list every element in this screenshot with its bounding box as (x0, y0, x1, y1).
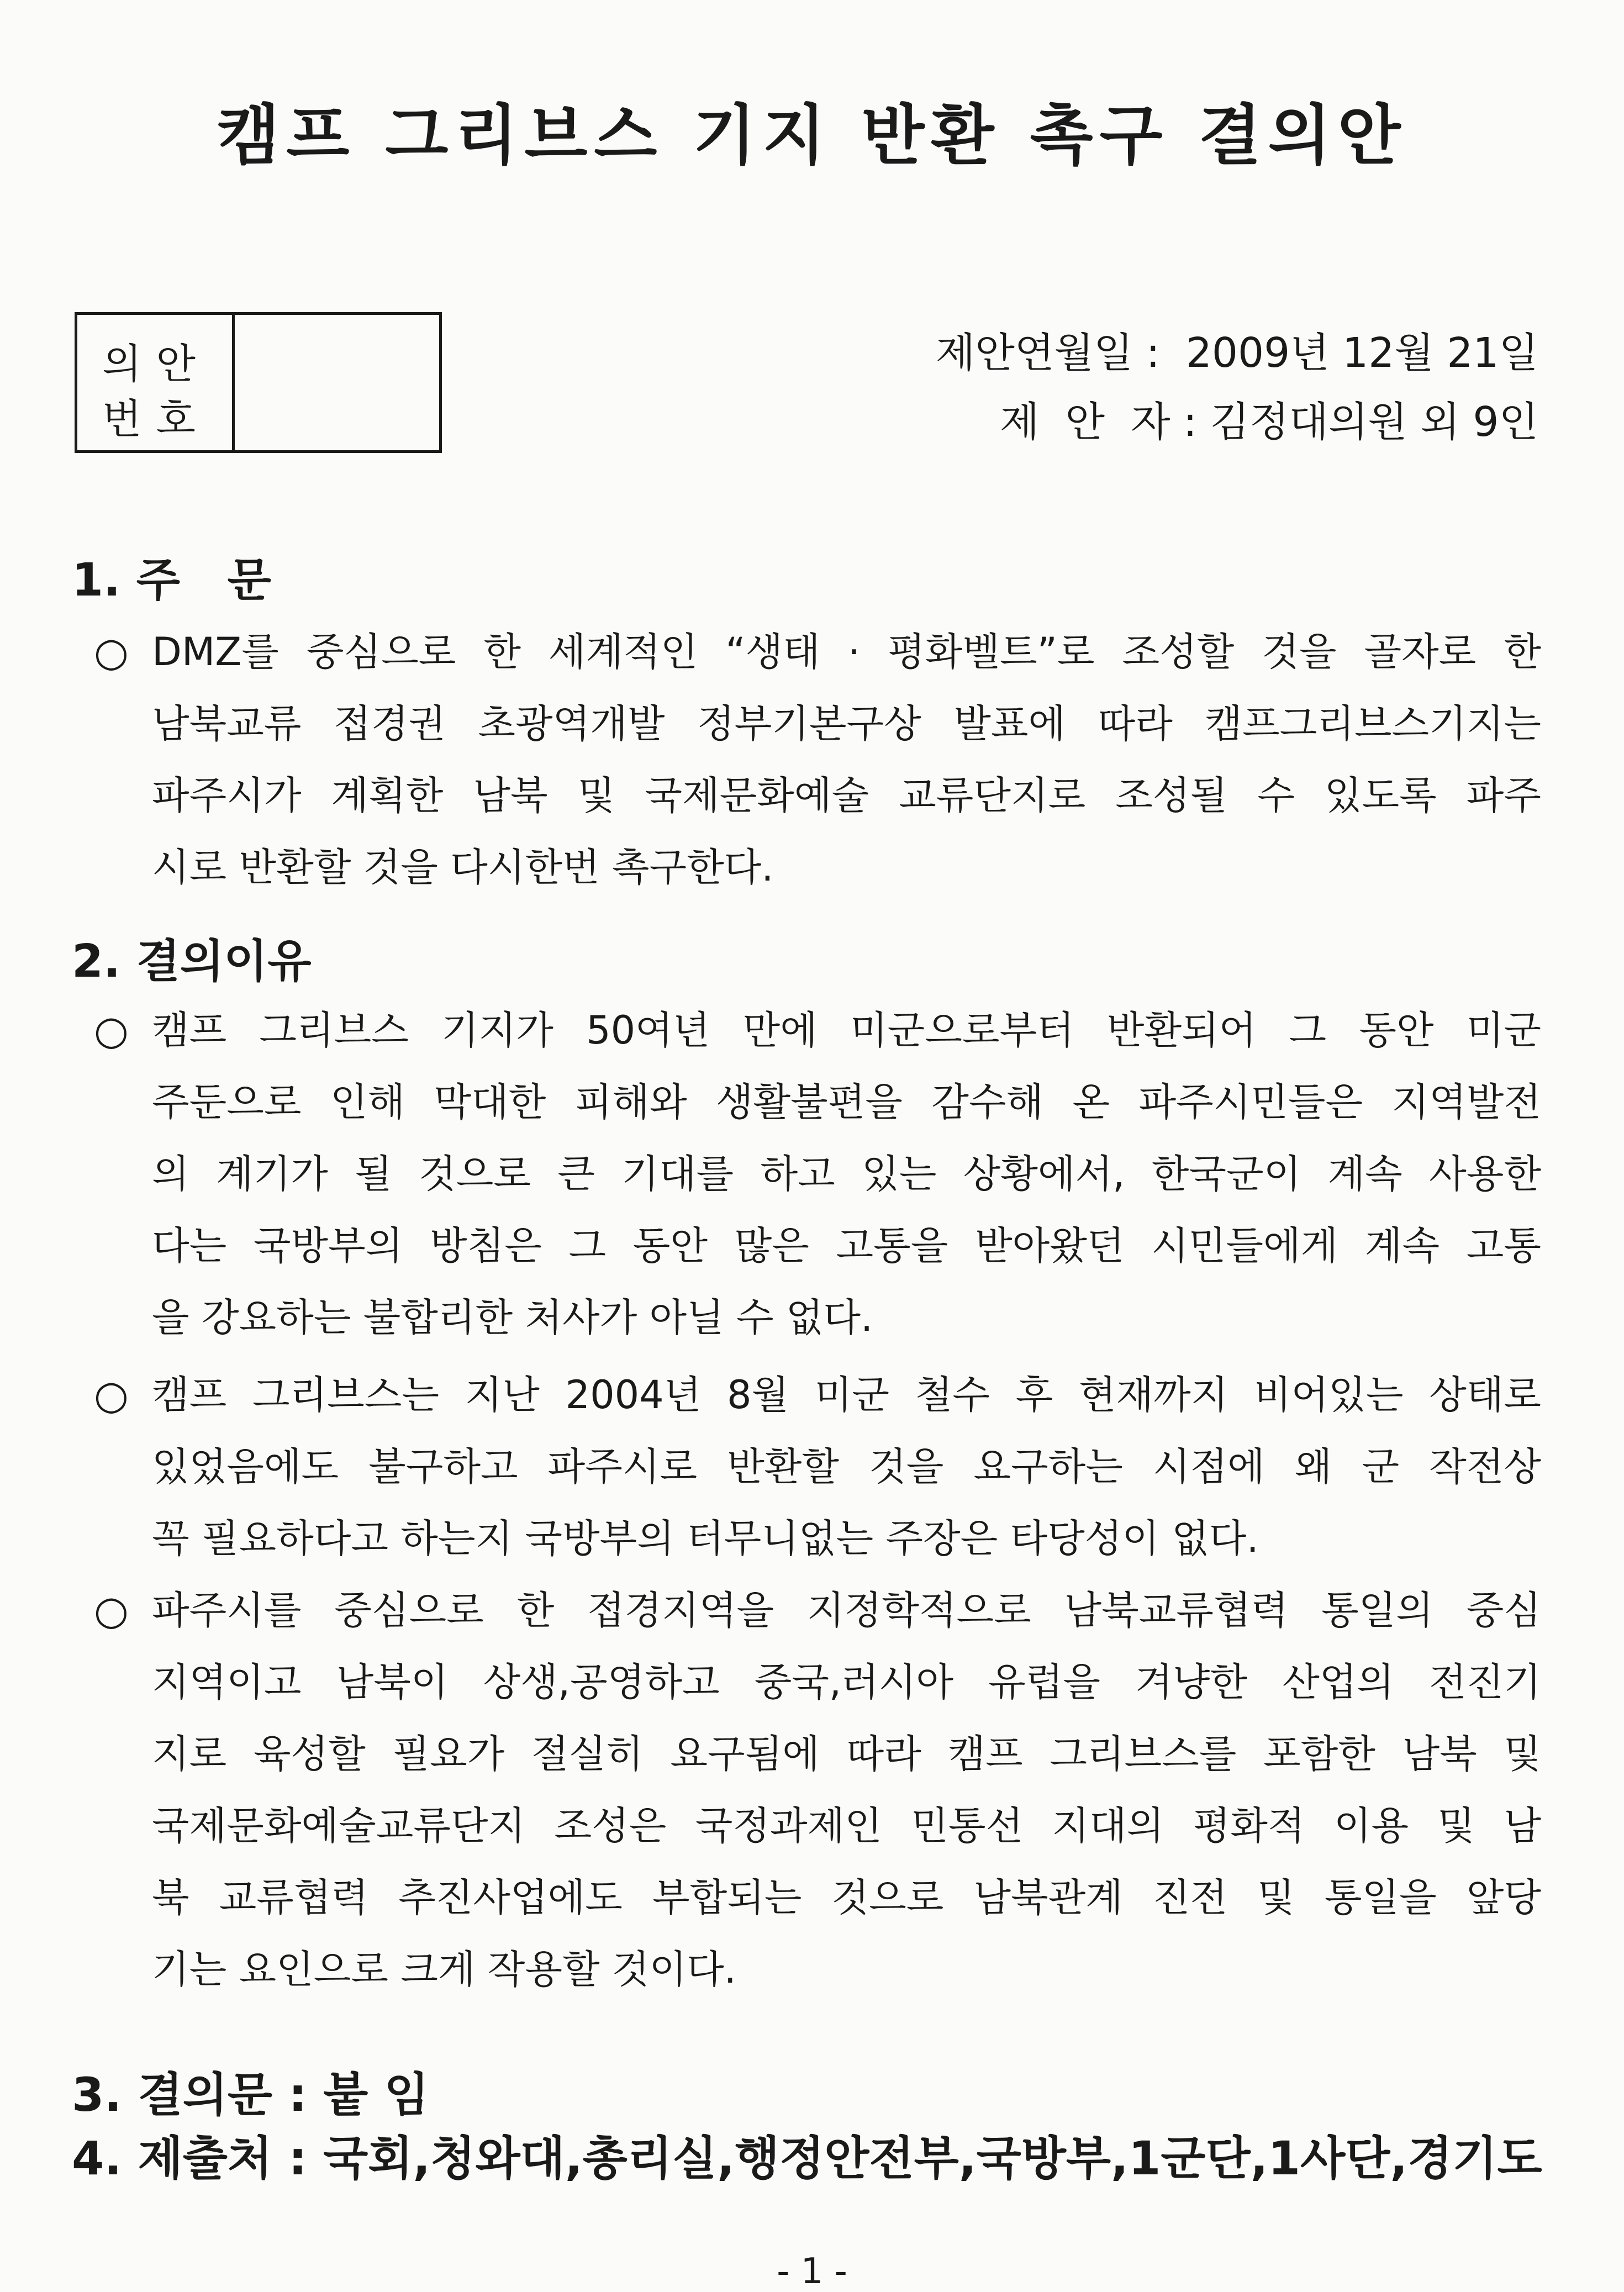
section3-resolution-text: 3. 결의문 : 붙 임 (72, 2068, 429, 2122)
paragraph-line: 시로 반환할 것을 다시한번 촉구한다. (152, 845, 774, 890)
bill-number-label-cell (77, 315, 235, 450)
paragraph-line: 꼭 필요하다고 하는지 국방부의 터무니없는 주장은 타당성이 없다. (152, 1516, 1259, 1561)
paragraph-line: 남북교류 접경권 초광역개발 정부기본구상 발표에 따라 캠프그리브스기지는 (152, 701, 1541, 746)
paragraph-line: 국제문화예술교류단지 조성은 국정과제인 민통선 지대의 평화적 이용 및 남 (152, 1803, 1541, 1848)
bill-number-label-line1: 의안 (102, 340, 210, 388)
page-number: - 1 - (777, 2251, 847, 2292)
paragraph-line: 있었음에도 불구하고 파주시로 반환할 것을 요구하는 시점에 왜 군 작전상 (152, 1444, 1541, 1489)
paragraph-line: 캠프 그리브스 기지가 50여년 만에 미군으로부터 반환되어 그 동안 미군 (152, 1008, 1541, 1053)
section1-paragraph (94, 616, 1541, 903)
section2-heading: 2. 결의이유 (72, 935, 312, 988)
bullet-circle: ○ (94, 629, 129, 675)
bullet-circle: ○ (94, 1372, 129, 1418)
paragraph-line: 기는 요인으로 크게 작용할 것이다. (152, 1947, 736, 1992)
section1-heading: 1. 주 문 (72, 554, 271, 607)
bill-number-label-line2: 번호 (102, 396, 210, 443)
section2-paragraph-3 (94, 1574, 1541, 2005)
paragraph-line: 캠프 그리브스는 지난 2004년 8월 미군 철수 후 현재까지 비어있는 상태로 (152, 1372, 1541, 1418)
section2-paragraph-2 (94, 1359, 1541, 1574)
bullet-circle: ○ (94, 1587, 129, 1634)
bill-number-box (75, 312, 442, 453)
document-title: 캠프 그리브스 기지 반환 촉구 결의안 (217, 97, 1407, 173)
paragraph-line: 을 강요하는 불합리한 처사가 아닐 수 없다. (152, 1295, 873, 1340)
paragraph-line: 다는 국방부의 방침은 그 동안 많은 고통을 받아왔던 시민들에게 계속 고통 (152, 1223, 1541, 1268)
paragraph-line: 파주시가 계획한 남북 및 국제문화예술 교류단지로 조성될 수 있도록 파주 (152, 773, 1541, 818)
paragraph-line: 지역이고 남북이 상생,공영하고 중국,러시아 유럽을 겨냥한 산업의 전진기 (152, 1659, 1541, 1705)
paragraph-line: 파주시를 중심으로 한 접경지역을 지정학적으로 남북교류협력 통일의 중심 (152, 1588, 1541, 1633)
proposer: 제 안 자 : 김정대의원 외 9인 (999, 398, 1538, 446)
paragraph-line: 지로 육성할 필요가 절실히 요구됨에 따라 캠프 그리브스를 포함한 남북 및 (152, 1731, 1541, 1777)
bullet-circle: ○ (94, 1007, 129, 1053)
section2-paragraph-1 (94, 994, 1541, 1353)
paragraph-line: 주둔으로 인해 막대한 피해와 생활불편을 감수해 온 파주시민들은 지역발전 (152, 1079, 1541, 1125)
paragraph-line: DMZ를 중심으로 한 세계적인 “생태 · 평화벨트”로 조성할 것을 골자로 한 (152, 629, 1541, 675)
section4-submission-targets: 4. 제출처 : 국회,청와대,총리실,행정안전부,국방부,1군단,1사단,경기도 (72, 2131, 1542, 2185)
proposal-date: 제안연월일 : 2009년 12월 21일 (935, 329, 1538, 377)
paragraph-line: 북 교류협력 추진사업에도 부합되는 것으로 남북관계 진전 및 통일을 앞당 (152, 1875, 1541, 1920)
paragraph-line: 의 계기가 될 것으로 큰 기대를 하고 있는 상황에서, 한국군이 계속 사용한 (152, 1151, 1541, 1197)
